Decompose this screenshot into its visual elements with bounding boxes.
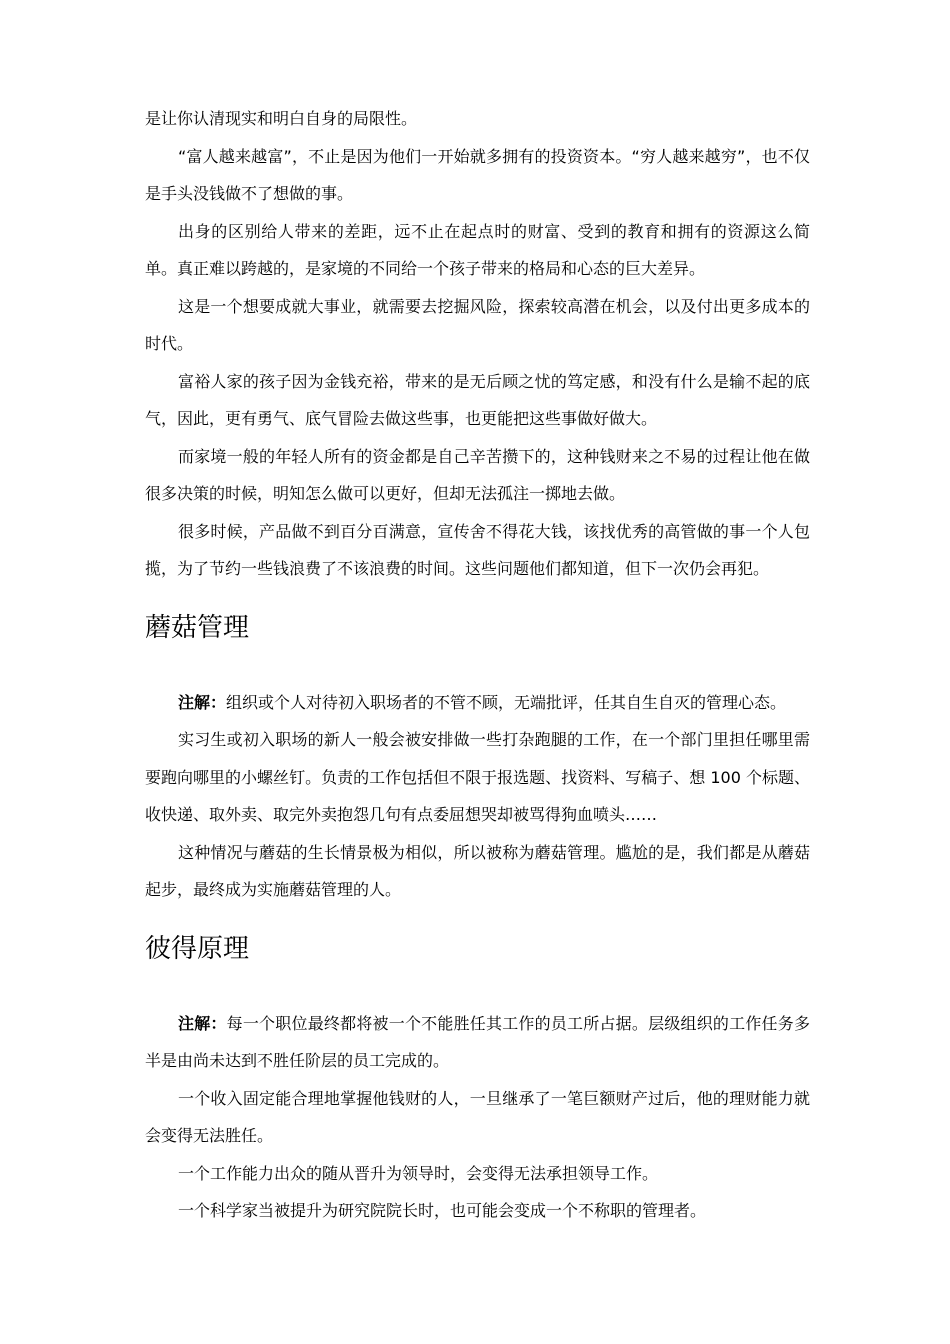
- note-label: 注解：: [178, 692, 227, 712]
- mushroom-note: [145, 684, 810, 722]
- intro-paragraph-rich-richer: “富人越来越富”，不止是因为他们一开始就多拥有的投资资本。“穷人越来越穷”，也不仅是手头没钱做不了想做的事。: [145, 146, 810, 203]
- peter-paragraph-scientist: 一个科学家当被提升为研究院院长时，也可能会变成一个不称职的管理者。: [178, 1201, 707, 1220]
- peter-paragraph-inheritance: 一个收入固定能合理地掌握他钱财的人，一旦继承了一笔巨额财产过后，他的理财能力就会变得无法胜任。: [145, 1088, 810, 1145]
- section-heading-peter-principle: 彼得原理: [145, 933, 250, 964]
- peter-note: [145, 1005, 810, 1080]
- intro-paragraph-rich-kids: 富裕人家的孩子因为金钱充裕，带来的是无后顾之忧的笃定感，和没有什么是输不起的底气，因此，更有勇气、底气冒险去做这些事，也更能把这些事做好做大。: [145, 371, 810, 428]
- section-heading-mushroom-management: 蘑菇管理: [145, 612, 250, 643]
- intro-paragraph-continued: 是让你认清现实和明白自身的局限性。: [145, 109, 418, 128]
- intro-paragraph-many-times: 很多时候，产品做不到百分百满意，宣传舍不得花大钱，该找优秀的高管做的事一个人包揽，为了节约一些钱浪费了不该浪费的时间。这些问题他们都知道，但下一次仍会再犯。: [145, 521, 810, 578]
- mushroom-paragraph-interns: 实习生或初入职场的新人一般会被安排做一些打杂跑腿的工作，在一个部门里担任哪里需要跑向哪里的小螺丝钉。负责的工作包括但不限于报选题、找资料、写稿子、想 100 个标题、收快递、取外卖、取完外卖抱怨几句有点委屈想哭却被骂得狗血喷头……: [145, 730, 810, 824]
- intro-paragraph-era: 这是一个想要成就大事业，就需要去挖掘风险，探索较高潜在机会，以及付出更多成本的时代。: [145, 296, 810, 353]
- note-text: 每一个职位最终都将被一个不能胜任其工作的员工所占据。层级组织的工作任务多半是由尚未达到不胜任阶层的员工完成的。: [145, 1013, 810, 1070]
- mushroom-paragraph-similarity: 这种情况与蘑菇的生长情景极为相似，所以被称为蘑菇管理。尴尬的是，我们都是从蘑菇起步，最终成为实施蘑菇管理的人。: [145, 842, 810, 899]
- document-page: [145, 100, 810, 1230]
- peter-paragraph-promotion: 一个工作能力出众的随从晋升为领导时，会变得无法承担领导工作。: [178, 1163, 659, 1183]
- note-text: 组织或个人对待初入职场者的不管不顾，无端批评，任其自生自灭的管理心态。: [226, 692, 787, 712]
- note-label: 注解：: [178, 1013, 227, 1033]
- intro-paragraph-ordinary-youth: 而家境一般的年轻人所有的资金都是自己辛苦攒下的，这种钱财来之不易的过程让他在做很多决策的时候，明知怎么做可以更好，但却无法孤注一掷地去做。: [145, 446, 810, 503]
- intro-paragraph-origin-gap: 出身的区别给人带来的差距，远不止在起点时的财富、受到的教育和拥有的资源这么简单。真正难以跨越的，是家境的不同给一个孩子带来的格局和心态的巨大差异。: [145, 221, 810, 278]
